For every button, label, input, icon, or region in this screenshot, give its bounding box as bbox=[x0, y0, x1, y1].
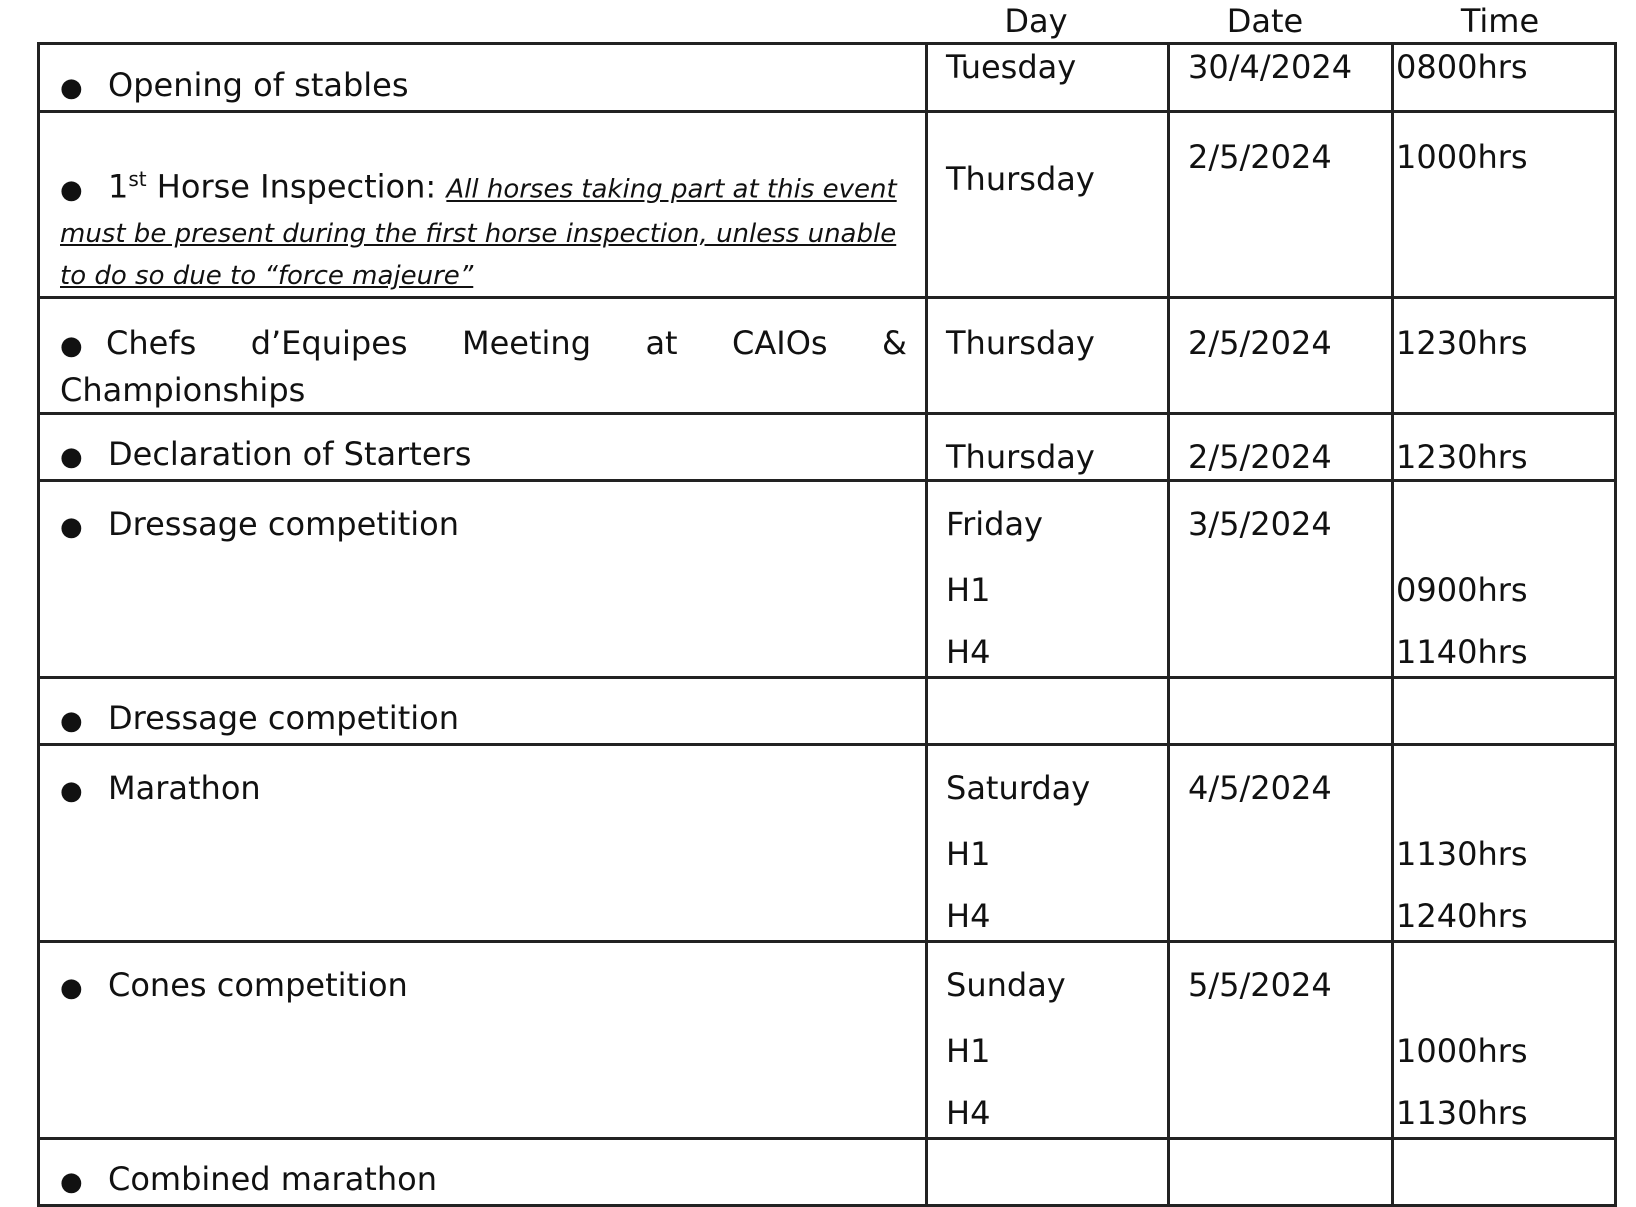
heat-label: H4 bbox=[946, 1093, 991, 1132]
date-cell: 3/5/2024 bbox=[1188, 504, 1332, 543]
table-row bbox=[39, 1138, 1616, 1205]
date-cell: 5/5/2024 bbox=[1188, 965, 1332, 1004]
table-row bbox=[39, 112, 1616, 298]
day-cell: Saturday bbox=[946, 768, 1091, 807]
day-cell bbox=[927, 1138, 1169, 1205]
event-label: Dressage competition bbox=[108, 698, 459, 737]
date-cell: 30/4/2024 bbox=[1169, 44, 1393, 112]
bullet-icon: ● bbox=[60, 511, 83, 542]
time-cell bbox=[1393, 677, 1616, 744]
day-cell: Friday bbox=[946, 504, 1043, 543]
event-label: Dressage competition bbox=[108, 504, 459, 543]
time-cell: 1000hrs bbox=[1396, 138, 1528, 176]
heat-label: H4 bbox=[946, 896, 991, 935]
bullet-icon: ● bbox=[60, 174, 83, 205]
time-cell: 1140hrs bbox=[1396, 632, 1528, 671]
day-cell: Thursday bbox=[946, 160, 1095, 198]
table-row bbox=[39, 941, 1616, 1138]
time-cell: 1130hrs bbox=[1396, 1093, 1528, 1132]
time-cell: 0800hrs bbox=[1393, 44, 1616, 112]
time-cell: 0900hrs bbox=[1396, 570, 1528, 609]
date-cell bbox=[1169, 1138, 1393, 1205]
heat-label: H1 bbox=[946, 570, 991, 609]
table-row bbox=[39, 413, 1616, 480]
event-label-line2: Championships bbox=[60, 370, 306, 409]
note-text: to do so due to “force majeure” bbox=[60, 260, 474, 291]
event-label: Chefs d’Equipes Meeting at CAIOs & bbox=[106, 323, 907, 362]
date-cell bbox=[1169, 677, 1393, 744]
bullet-icon: ● bbox=[60, 705, 83, 736]
header-time: Time bbox=[1460, 2, 1540, 40]
time-cell: 1000hrs bbox=[1396, 1031, 1528, 1070]
bullet-icon: ● bbox=[60, 972, 83, 1003]
table-row bbox=[39, 297, 1616, 413]
day-cell: Thursday bbox=[927, 413, 1169, 480]
bullet-icon: ● bbox=[60, 775, 83, 806]
bullet-icon: ● bbox=[60, 441, 83, 472]
heat-label: H1 bbox=[946, 834, 991, 873]
date-cell: 2/5/2024 bbox=[1188, 138, 1332, 176]
day-cell bbox=[927, 677, 1169, 744]
heat-label: H4 bbox=[946, 632, 991, 671]
time-cell bbox=[1393, 1138, 1616, 1205]
time-cell: 1230hrs bbox=[1396, 323, 1528, 362]
heat-label: H1 bbox=[946, 1031, 991, 1070]
time-cell: 1230hrs bbox=[1393, 413, 1616, 480]
date-cell: 2/5/2024 bbox=[1169, 413, 1393, 480]
header-date: Date bbox=[1226, 2, 1304, 40]
time-cell: 1240hrs bbox=[1396, 896, 1528, 935]
table-row bbox=[39, 44, 1616, 112]
date-cell: 2/5/2024 bbox=[1188, 323, 1332, 362]
event-label: 1st Horse Inspection: All horses taking part at this event bbox=[108, 167, 897, 206]
event-label: Declaration of Starters bbox=[108, 434, 472, 473]
note-text: All horses taking part at this event bbox=[446, 174, 897, 205]
table-row bbox=[39, 744, 1616, 941]
event-label: Combined marathon bbox=[108, 1159, 437, 1198]
date-cell: 4/5/2024 bbox=[1188, 768, 1332, 807]
schedule-table bbox=[37, 42, 1617, 1207]
event-label: Cones competition bbox=[108, 965, 408, 1004]
day-cell: Tuesday bbox=[927, 44, 1169, 112]
header-day: Day bbox=[1004, 2, 1068, 40]
event-label: Opening of stables bbox=[108, 66, 409, 104]
time-cell: 1130hrs bbox=[1396, 834, 1528, 873]
table-row bbox=[39, 480, 1616, 677]
bullet-icon: ● bbox=[60, 1166, 83, 1197]
day-cell: Sunday bbox=[946, 965, 1066, 1004]
bullet-icon: ● bbox=[60, 330, 83, 361]
bullet-icon: ● bbox=[60, 73, 83, 103]
event-label: Marathon bbox=[108, 768, 261, 807]
day-cell: Thursday bbox=[946, 323, 1095, 362]
note-text: must be present during the first horse inspection, unless unable bbox=[60, 218, 897, 249]
table-row bbox=[39, 677, 1616, 744]
